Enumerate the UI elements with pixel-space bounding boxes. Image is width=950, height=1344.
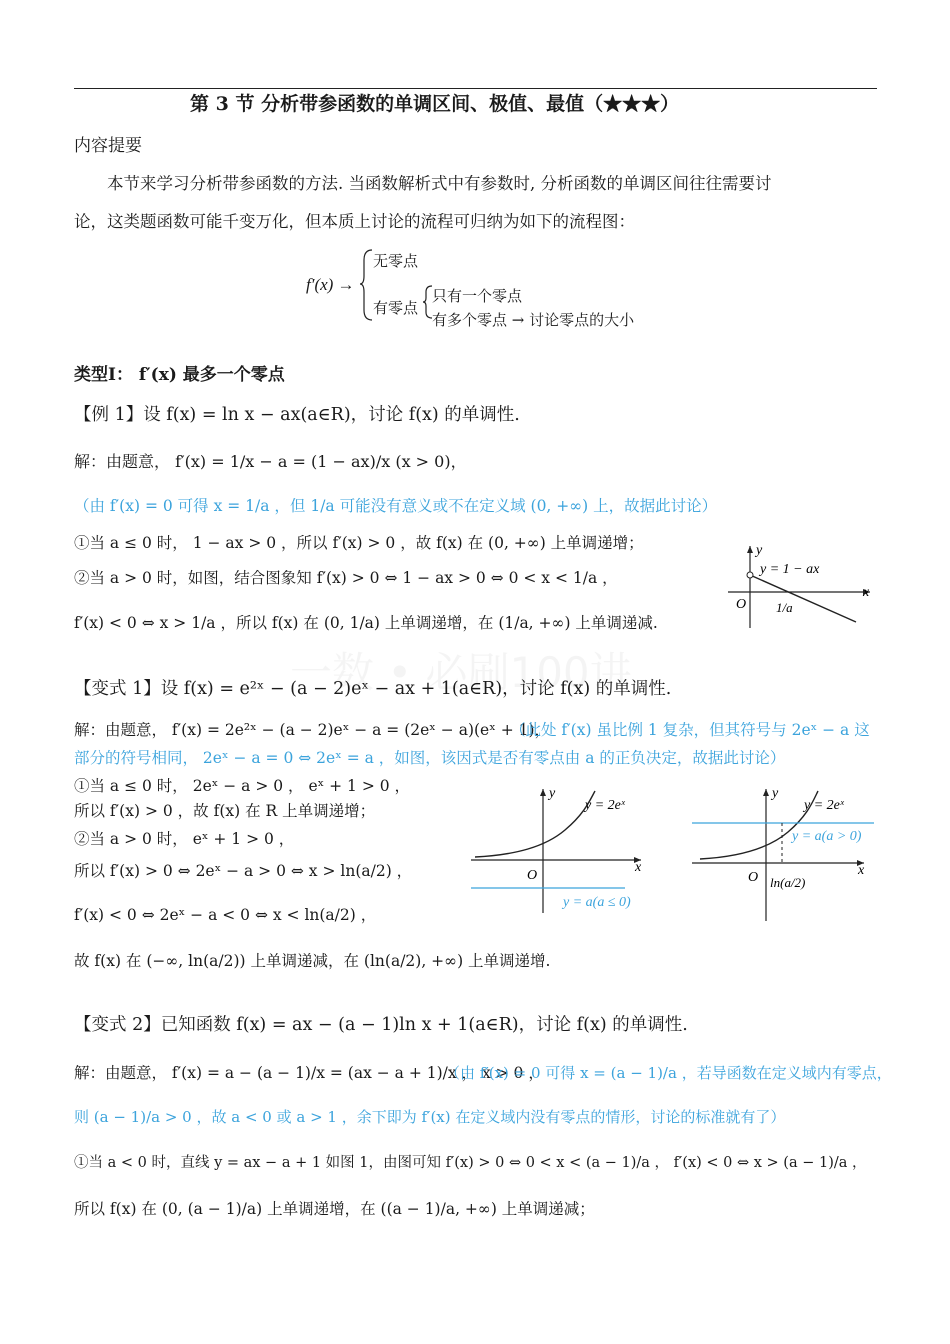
variant1-case2-neg: f′(x) < 0 ⇔ 2eˣ − a < 0 ⇔ x < ln(a/2) ，	[74, 906, 377, 924]
example1-case1: ①当 a ≤ 0 时， 1 − ax > 0 ，所以 f′(x) > 0 ，故 f(x) 在 (0, +∞) 上单调递增；	[74, 534, 644, 552]
variant1-case2-pos: 所以 f′(x) > 0 ⇔ 2eˣ − a > 0 ⇔ x > ln(a/2) ，	[74, 862, 413, 880]
v1-g1-y: y	[549, 786, 556, 801]
example1-graph	[720, 540, 880, 630]
summary-paragraph-2: 论，这类题函数可能千变万化，但本质上讨论的流程可归纳为如下的流程图：	[74, 212, 635, 231]
variant1-graph-1	[465, 785, 645, 915]
v1-g2-origin: O	[748, 870, 759, 885]
flow-multi-zero: 有多个零点 → 讨论零点的大小	[432, 311, 635, 329]
v1-g1-x: x	[635, 860, 642, 875]
v1-g2-x: x	[858, 863, 865, 878]
variant1-case1-result: 所以 f′(x) > 0 ，故 f(x) 在 R 上单调递增；	[74, 802, 376, 820]
flow-one-zero: 只有一个零点	[432, 287, 523, 305]
flow-no-zero: 无零点	[373, 252, 419, 270]
summary-paragraph-1: 本节来学习分析带参函数的方法. 当函数解析式中有参数时, 分析函数的单调区间往往需要讨	[107, 174, 772, 193]
variant1-case1: ①当 a ≤ 0 时， 2eˣ − a > 0 ， eˣ + 1 > 0 ，	[74, 777, 411, 795]
example1-note: （由 f′(x) = 0 可得 x = 1/a ，但 1/a 可能没有意义或不在定义域 (0, +∞) 上，故据此讨论）	[74, 497, 718, 515]
summary-heading: 内容提要	[74, 136, 142, 156]
watermark	[290, 648, 632, 698]
variant2-case1: ①当 a < 0 时，直线 y = ax − a + 1 如图 1，由图可知 f′(x) > 0 ⇔ 0 < x < (a − 1)/a ， f′(x) < 0 ⇔ x > (a − 1)/a ，	[74, 1155, 867, 1171]
variant1-solution: 解：由题意， f′(x) = 2e²ˣ − (a − 2)eˣ − a = (2eˣ − a)(eˣ + 1)，	[74, 721, 551, 739]
v1-g1-line-label: y = a(a ≤ 0)	[563, 895, 631, 910]
variant1-question: 【变式 1】设 f(x) = e²ˣ − (a − 2)eˣ − ax + 1(a∈R)，讨论 f(x) 的单调性.	[74, 679, 672, 699]
example1-solution: 解：由题意， f′(x) = 1/x − a = (1 − ax)/x (x > 0)，	[74, 452, 467, 471]
v1-g2-line-label: y = a(a > 0)	[792, 829, 862, 844]
variant2-solution: 解：由题意， f′(x) = a − (a − 1)/x = (ax − a + 1)/x ， x > 0 ，	[74, 1064, 544, 1082]
ex1-graph-x-label: x	[863, 585, 870, 600]
ex1-graph-line-label: y = 1 − ax	[760, 562, 820, 577]
type1-heading: 类型Ⅰ： f′(x) 最多一个零点	[74, 365, 285, 385]
v1-g2-curve-label: y = 2eˣ	[804, 798, 844, 813]
variant2-note-1: （由 f′(x) = 0 可得 x = (a − 1)/a ，若导函数在定义域内有零点，	[445, 1064, 892, 1082]
variant2-note-2: 则 (a − 1)/a > 0 ，故 a < 0 或 a > 1 ，余下即为 f′(x) 在定义域内没有零点的情形，讨论的标准就有了）	[74, 1108, 786, 1126]
v1-g2-y: y	[772, 786, 779, 801]
variant1-note-1: （此处 f′(x) 虽比例 1 复杂，但其符号与 2eˣ − a 这	[510, 721, 870, 739]
flow-root: f′(x) →	[306, 275, 355, 294]
ex1-graph-y-label: y	[756, 543, 763, 558]
variant2-case1-result: 所以 f(x) 在 (0, (a − 1)/a) 上单调递增，在 ((a − 1)/a, +∞) 上单调递减；	[74, 1200, 595, 1218]
flow-has-zero: 有零点	[373, 299, 419, 317]
flow-braces	[360, 248, 440, 324]
variant1-case2: ②当 a > 0 时， eˣ + 1 > 0 ，	[74, 830, 295, 848]
variant2-question: 【变式 2】已知函数 f(x) = ax − (a − 1)ln x + 1(a∈R)，讨论 f(x) 的单调性.	[74, 1015, 688, 1035]
variant1-conclusion: 故 f(x) 在 (−∞, ln(a/2)) 上单调递减，在 (ln(a/2), +∞) 上单调递增.	[74, 952, 551, 970]
example1-case3: f′(x) < 0 ⇔ x > 1/a ，所以 f(x) 在 (0, 1/a) 上单调递增，在 (1/a, +∞) 上单调递减.	[74, 614, 658, 632]
variant1-graph-2	[688, 785, 878, 925]
example1-question: 【例 1】设 f(x) = ln x − ax(a∈R)，讨论 f(x) 的单调性.	[74, 405, 520, 425]
v1-g1-origin: O	[527, 868, 538, 883]
ex1-graph-origin: O	[736, 597, 747, 612]
section-title: 第 3 节 分析带参函数的单调区间、极值、最值（★★★）	[190, 93, 680, 115]
v1-g1-curve-label: y = 2eˣ	[585, 798, 625, 813]
variant1-note-2: 部分的符号相同， 2eˣ − a = 0 ⇔ 2eˣ = a ，如图，该因式是否有零点由 a 的正负决定，故据此讨论）	[74, 749, 786, 767]
example1-case2: ②当 a > 0 时，如图，结合图象知 f′(x) > 0 ⇔ 1 − ax > 0 ⇔ 0 < x < 1/a ，	[74, 569, 618, 587]
ex1-graph-tick: 1/a	[776, 600, 793, 615]
top-rule	[74, 88, 877, 89]
v1-g2-tick: ln(a/2)	[770, 875, 806, 890]
